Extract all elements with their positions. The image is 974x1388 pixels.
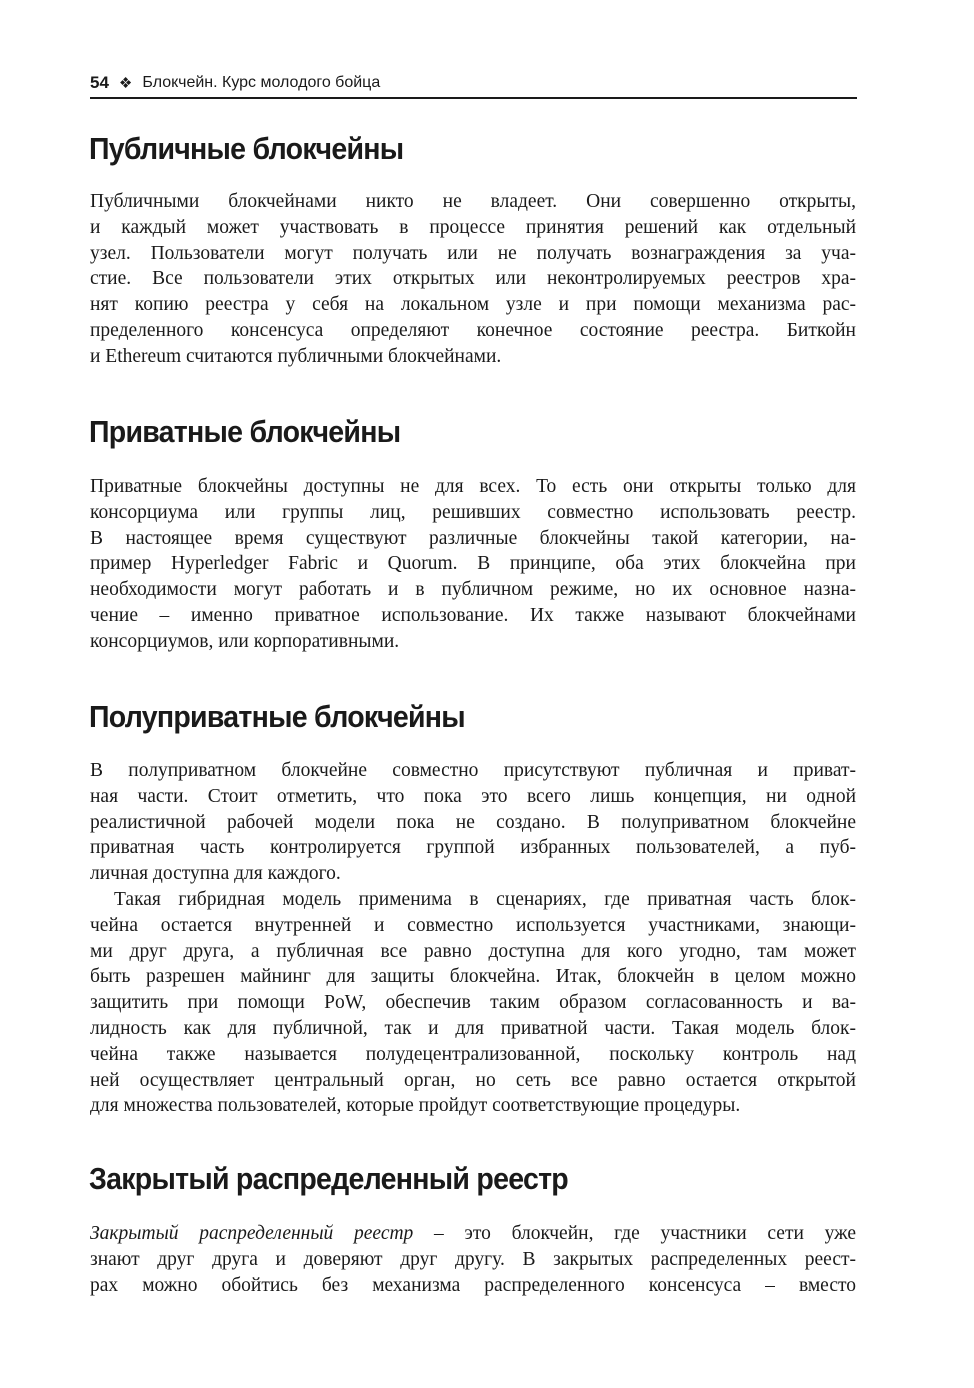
text-line: чение – именно приватное использование. Их также называют блокчейнами — [90, 604, 856, 626]
text-line: В настоящее время существуют различные блокчейны такой категории, на- — [90, 527, 856, 549]
text-line: Такая гибридная модель применима в сценариях, где приватная часть блок- — [114, 888, 856, 910]
section-paragraph — [90, 758, 856, 1119]
text-line: защитить при помощи PoW, обеспечив таким образом согласованность и ва- — [90, 992, 856, 1014]
section-paragraph — [90, 189, 856, 370]
text-line: ная части. Стоит отметить, что пока это всего лишь концепция, ни одной — [90, 785, 856, 807]
text-line: и каждый может участвовать в процессе принятия решений как отдельный — [90, 216, 856, 238]
term-italic: Закрытый распределенный реестр — [90, 1223, 414, 1244]
section-heading: Приватные блокчейны — [89, 414, 401, 449]
page-number: 54 — [90, 73, 109, 92]
text-line: нят копию реестра у себя на локальном узле и при помощи механизма рас- — [90, 294, 856, 316]
text-line: Публичными блокчейнами никто не владеет. Они совершенно открыты, — [90, 191, 856, 212]
text-line: пример Hyperledger Fabric и Quorum. В принципе, оба этих блокчейна при — [90, 553, 856, 575]
section-paragraph — [90, 1221, 856, 1298]
text-line: ней осуществляет центральный орган, но сеть все равно остается открытой — [90, 1069, 856, 1091]
text-line: приватная часть контролируется группой избранных пользователей, а пуб- — [90, 837, 856, 859]
text-line: пределенного консенсуса определяют конечное состояние реестра. Биткойн — [90, 319, 856, 341]
running-title: Блокчейн. Курс молодого бойца — [142, 74, 381, 91]
text-line: знают друг друга и доверяют друг другу. В закрытых распределенных реест- — [90, 1248, 856, 1270]
text-line: стие. Все пользователи этих открытых или неконтролируемых реестров хра- — [90, 268, 856, 290]
running-header — [90, 72, 856, 94]
section-heading: Публичные блокчейны — [89, 131, 404, 166]
text-line: реалистичной рабочей модели пока не создано. В полуприватном блокчейне — [90, 811, 856, 833]
text-line: личная доступна для каждого. — [90, 863, 341, 885]
text-line: Приватные блокчейны доступны не для всех. То есть они открыты только для — [90, 476, 856, 497]
text-line: В полуприватном блокчейне совместно присутствуют публичная и приват- — [90, 760, 856, 781]
section-heading: Полуприватные блокчейны — [89, 699, 465, 734]
text-line: чейна также называется полудецентрализованной, поскольку контроль над — [90, 1043, 856, 1065]
header-rule — [90, 97, 857, 99]
text-line: узел. Пользователи могут получать или не получать вознаграждения за уча- — [90, 242, 856, 264]
text-line: консорциумов, или корпоративными. — [90, 630, 400, 652]
text-line: и Ethereum считаются публичными блокчейнами. — [90, 345, 502, 367]
text-line-rest: – это блокчейн, где участники сети уже — [413, 1223, 856, 1244]
text-line: ми друг друга, а публичная все равно доступна для кого угодно, там может — [90, 940, 856, 962]
text-line: необходимости могут работать и в публичном режиме, но их основное назна- — [90, 579, 856, 601]
text-line: рах можно обойтись без механизма распределенного консенсуса – вместо — [90, 1274, 856, 1296]
text-line: консорциума или группы лиц, решивших совместно использовать реестр. — [90, 501, 856, 523]
section-heading: Закрытый распределенный реестр — [89, 1161, 568, 1196]
text-line: для множества пользователей, которые пройдут соответствующие процедуры. — [90, 1095, 741, 1117]
section-paragraph — [90, 474, 856, 655]
ornament-icon: ❖ — [118, 75, 133, 92]
text-line: лидность как для публичной, так и для приватной части. Такая модель блок- — [90, 1017, 856, 1039]
text-line: быть разрешен майнинг для защиты блокчейна. Итак, блокчейн в целом можно — [90, 966, 856, 988]
text-line — [90, 1221, 856, 1247]
text-line: чейна остается внутренней и совместно используется участниками, знающи- — [90, 914, 856, 936]
